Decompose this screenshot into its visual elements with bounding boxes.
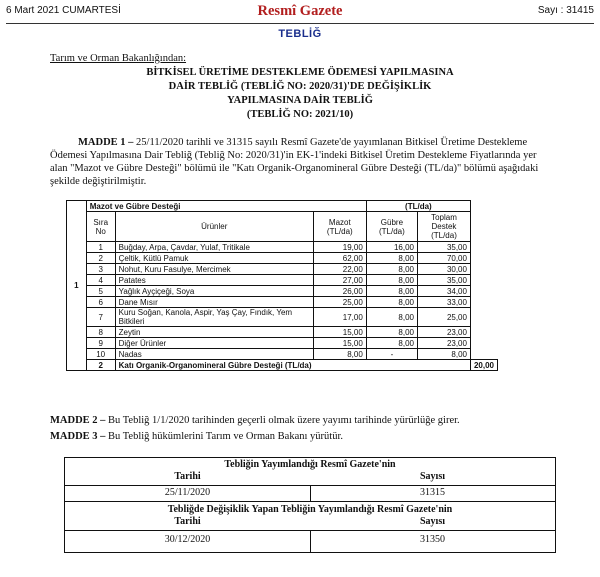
title-line: YAPILMASINA DAİR TEBLİĞ [227, 95, 373, 106]
section-heading: TEBLİĞ [278, 28, 322, 40]
row-gubre: 8,00 [366, 338, 417, 349]
table-row [67, 253, 498, 264]
row-number: 9 [86, 338, 115, 349]
row-product: Zeytin [115, 327, 313, 338]
row-mazot: 62,00 [313, 253, 366, 264]
row-toplam: 23,00 [418, 338, 471, 349]
gazette-header [6, 3, 594, 24]
header-toplam: Toplam Destek (TL/da) [418, 212, 471, 242]
row-gubre: 8,00 [366, 264, 417, 275]
title-line: (TEBLİĞ NO: 2021/10) [246, 109, 354, 120]
support-table [66, 200, 498, 371]
header-issue-number: Sayı : 31415 [537, 5, 594, 16]
row-number: 10 [86, 349, 115, 360]
article-2-label: MADDE 2 – [50, 415, 106, 426]
article-3 [50, 430, 550, 443]
article-1-label: MADDE 1 – [78, 137, 134, 148]
row-product: Diğer Ürünler [115, 338, 313, 349]
group-1-number: 1 [67, 201, 87, 371]
row-mazot: 19,00 [313, 242, 366, 253]
row-toplam: 70,00 [418, 253, 471, 264]
refs-date-label: Tarihi [174, 516, 201, 527]
row-gubre: 8,00 [366, 253, 417, 264]
header-date: 6 Mart 2021 CUMARTESİ [6, 5, 121, 16]
article-2-text: Bu Tebliğ 1/1/2020 tarihinden geçerli olmak üzere yayımı tarihinde yürürlüğe girer. [108, 415, 460, 426]
refs-title-2: Tebliğde Değişiklik Yapan Tebliğin Yayımlandığı Resmî Gazete'nin [167, 504, 453, 515]
refs-number-2: 31350 [420, 534, 445, 545]
row-mazot: 17,00 [313, 308, 366, 327]
refs-date-1: 25/11/2020 [164, 487, 211, 498]
row-mazot: 22,00 [313, 264, 366, 275]
article-1-line: alan "Mazot ve Gübre Desteği" bölümü ile "Katı Organik-Organomineral Gübre Desteği (TL/da)" bölümü aşağıdaki [50, 163, 539, 174]
header-mazot: Mazot (TL/da) [313, 212, 366, 242]
row-gubre: 8,00 [366, 297, 417, 308]
row-number: 6 [86, 297, 115, 308]
table-row [67, 327, 498, 338]
refs-date-label: Tarihi [174, 471, 201, 482]
table-row [67, 264, 498, 275]
row-number: 1 [86, 242, 115, 253]
row-mazot: 27,00 [313, 275, 366, 286]
row-toplam: 33,00 [418, 297, 471, 308]
header-sira-no: Sıra No [86, 212, 115, 242]
refs-number-label: Sayısı [419, 471, 445, 482]
article-1-line: şekilde değiştirilmiştir. [50, 176, 147, 187]
table-row [67, 297, 498, 308]
row-product: Nadas [115, 349, 313, 360]
row-product: Dane Mısır [115, 297, 313, 308]
refs-number-1: 31315 [420, 487, 445, 498]
regulation-title [0, 66, 600, 122]
row-product: Nohut, Kuru Fasulye, Mercimek [115, 264, 313, 275]
row-mazot: 15,00 [313, 327, 366, 338]
row-gubre: 8,00 [366, 327, 417, 338]
row-number: 8 [86, 327, 115, 338]
gazette-title: Resmî Gazete [257, 3, 343, 19]
article-1-line: Ödemesi Yapılmasına Dair Tebliğ (Tebliğ No: 2020/31)'in EK-1'indeki Bitkisel Üretim Destekleme Fiyatlarında yer [50, 150, 537, 161]
table-row [67, 349, 498, 360]
ministry-line: Tarım ve Orman Bakanlığından: [50, 53, 187, 64]
table-row [67, 275, 498, 286]
group-1-unit: (TL/da) [366, 201, 470, 212]
article-3-label: MADDE 3 – [50, 431, 106, 442]
article-1-line: 25/11/2020 tarihli ve 31315 sayılı Resmî Gazete'de yayımlanan Bitkisel Üretime Destekleme [136, 137, 528, 148]
table-row [67, 338, 498, 349]
row-gubre: 16,00 [366, 242, 417, 253]
row-number: 7 [86, 308, 115, 327]
row-mazot: 15,00 [313, 338, 366, 349]
row-toplam: 25,00 [418, 308, 471, 327]
row-mazot: 25,00 [313, 297, 366, 308]
title-line: BİTKİSEL ÜRETİME DESTEKLEME ÖDEMESİ YAPILMASINA [146, 67, 454, 78]
group-2-title: Katı Organik-Organomineral Gübre Desteği (TL/da) [115, 360, 470, 371]
row-product: Kuru Soğan, Kanola, Aspir, Yaş Çay, Fındık, Yem Bitkileri [115, 308, 313, 327]
row-toplam: 34,00 [418, 286, 471, 297]
row-number: 2 [86, 253, 115, 264]
row-number: 4 [86, 275, 115, 286]
article-3-text: Bu Tebliğ hükümlerini Tarım ve Orman Bakanı yürütür. [108, 431, 343, 442]
group-2-number: 2 [86, 360, 115, 371]
row-product: Buğday, Arpa, Çavdar, Yulaf, Tritikale [115, 242, 313, 253]
refs-date-2: 30/12/2020 [164, 534, 211, 545]
references-table [64, 457, 556, 553]
article-1 [50, 136, 550, 188]
title-line: DAİR TEBLİĞ (TEBLİĞ NO: 2020/31)'DE DEĞİŞİKLİK [168, 81, 432, 92]
row-toplam: 23,00 [418, 327, 471, 338]
group-1-title: Mazot ve Gübre Desteği [86, 201, 366, 212]
article-2 [50, 414, 550, 427]
row-product: Patates [115, 275, 313, 286]
header-gubre: Gübre (TL/da) [366, 212, 417, 242]
refs-number-label: Sayısı [419, 516, 445, 527]
row-mazot: 8,00 [313, 349, 366, 360]
row-number: 3 [86, 264, 115, 275]
row-toplam: 30,00 [418, 264, 471, 275]
group-2-value: 20,00 [470, 360, 497, 371]
table-row [67, 308, 498, 327]
table-row [67, 286, 498, 297]
row-gubre: 8,00 [366, 275, 417, 286]
row-product: Yağlık Ayçiçeği, Soya [115, 286, 313, 297]
header-urunler: Ürünler [115, 212, 313, 242]
row-toplam: 35,00 [418, 275, 471, 286]
row-mazot: 26,00 [313, 286, 366, 297]
row-toplam: 8,00 [418, 349, 471, 360]
row-gubre: - [366, 349, 417, 360]
row-gubre: 8,00 [366, 286, 417, 297]
table-row [67, 242, 498, 253]
row-number: 5 [86, 286, 115, 297]
row-product: Çeltik, Kütlü Pamuk [115, 253, 313, 264]
row-toplam: 35,00 [418, 242, 471, 253]
row-gubre: 8,00 [366, 308, 417, 327]
refs-title-1: Tebliğin Yayımlandığı Resmî Gazete'nin [224, 459, 396, 470]
